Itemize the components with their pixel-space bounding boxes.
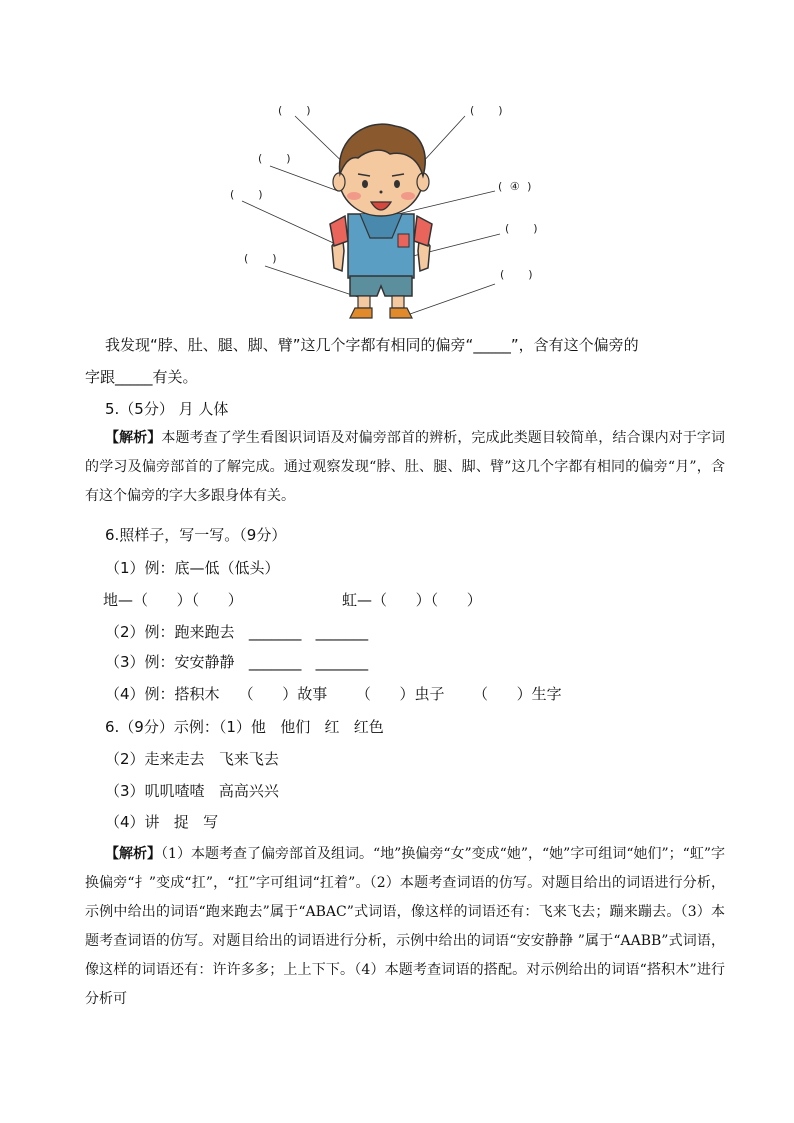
q6-example-4: （4）例：搭积木 （ ）故事 （ ）虫子 （ ）生字 [105, 685, 562, 703]
a6-analysis [85, 840, 725, 1014]
q6-row-1-right: 虹—（ ）（ ） [342, 591, 482, 609]
label-top-left-3: ( ) [230, 188, 265, 201]
label-top-left-1: ( ) [278, 104, 313, 117]
a6-line-4: （4）讲 捉 写 [105, 813, 219, 831]
q5-stem-line-1: 我发现“脖、肚、腿、脚、臂”这几个字都有相同的偏旁“_____”，含有这个偏旁的 [105, 336, 639, 354]
a5-analysis [85, 424, 725, 511]
q6-example-1: （1）例：底—低（低头） [105, 559, 280, 577]
a5-analysis-text: 本题考查了学生看图识词语及对偏旁部首的辨析，完成此类题目较简单，结合课内对于字词的学习及偏旁部首的了解完成。通过观察发现“脖、肚、腿、脚、臂”这几个字都有相同的偏旁“月”，含有这个偏旁的字大多跟身体有关。 [85, 430, 726, 504]
q6-example-2: （2）例：跑来跑去 _______ _______ [105, 623, 369, 641]
a6-line-3: （3）叽叽喳喳 高高兴兴 [105, 782, 279, 800]
a6-analysis-text: （1）本题考查了偏旁部首及组词。“地”换偏旁“女”变成“她”，“她”字可组词“她们”；“虹”字换偏旁“扌”变成“扛”，“扛”字可组词“扛着”。（2）本题考查词语的仿写。对题目给出的词语进行分析，示例中给出的词语“跑来跑去”属于“ABAC”式词语，像这样的词语还有：飞来飞去；蹦来蹦去。（3）本题考查词语的仿写。对题目给出的词语进行分析，示例中给出的词语“安安静静 ”属于“AABB”式词语，像这样的词语还有：许许多多；上上下下。（4）本题考查词语的搭配。对示例给出的词语“搭积木”进行分析可 [85, 846, 726, 1007]
label-top-right-1: ( ) [470, 104, 505, 117]
label-top-right-3: ( ) [505, 222, 540, 235]
q6-title: 6.照样子，写一写。（9分） [105, 526, 287, 544]
label-top-left-4: ( ) [244, 252, 279, 265]
a6-line-2: （2）走来走去 飞来飞去 [105, 750, 279, 768]
label-top-left-2: ( ) [258, 152, 293, 165]
a6-line-1: 6.（9分）示例：（1）他 他们 红 红色 [105, 718, 384, 736]
a5-header: 5.（5分） 月 人体 [105, 400, 229, 418]
a6-analysis-tag: 【解析】 [105, 846, 162, 862]
boy-illustration [230, 96, 560, 326]
q6-row-1-left: 地—（ ）（ ） [103, 591, 243, 609]
q5-stem-line-2: 字跟_____有关。 [85, 368, 198, 386]
label-top-right-4: ( ) [500, 268, 535, 281]
q6-example-3: （3）例：安安静静 _______ _______ [105, 653, 369, 671]
a5-analysis-tag: 【解析】 [105, 430, 162, 446]
label-top-right-2: ( ④ ) [498, 180, 534, 193]
body-parts-figure [230, 96, 560, 326]
